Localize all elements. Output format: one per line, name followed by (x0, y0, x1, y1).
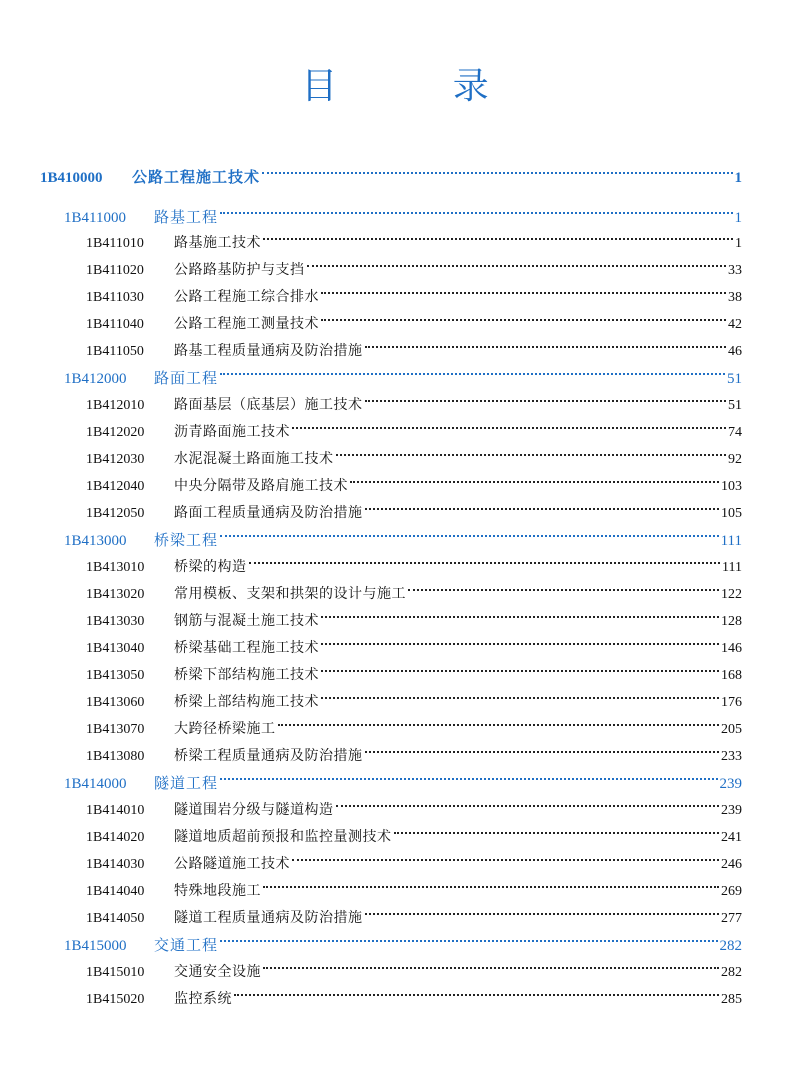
dot-leader (321, 292, 726, 294)
toc-code: 1B413010 (86, 560, 145, 575)
toc-code: 1B413050 (86, 668, 145, 683)
toc-page-number: 38 (728, 290, 742, 305)
toc-code: 1B411000 (64, 210, 126, 226)
toc-page-number: 51 (727, 371, 742, 387)
toc-section-row[interactable] (86, 338, 742, 364)
toc-page-number: 103 (721, 479, 742, 494)
toc-title: 水泥混凝土路面施工技术 (174, 451, 334, 467)
toc-code: 1B413020 (86, 587, 145, 602)
toc-page-number: 105 (721, 506, 742, 521)
toc-page-number: 233 (721, 749, 742, 764)
dot-leader (321, 319, 726, 321)
dot-leader (394, 832, 720, 834)
toc-page-number: 146 (721, 641, 742, 656)
toc-code: 1B414050 (86, 911, 145, 926)
toc-section-row[interactable] (86, 419, 742, 445)
dot-leader (278, 724, 720, 726)
toc-code: 1B415000 (64, 938, 127, 954)
toc-page-number: 51 (728, 398, 742, 413)
toc-page-number: 1 (734, 210, 742, 226)
toc-page-number: 176 (721, 695, 742, 710)
toc-section-row[interactable] (86, 257, 742, 283)
toc-section-row[interactable] (86, 716, 742, 742)
toc-page-number: 205 (721, 722, 742, 737)
dot-leader (321, 670, 719, 672)
toc-section-row[interactable] (86, 905, 742, 931)
toc-code: 1B413030 (86, 614, 145, 629)
toc-title: 特殊地段施工 (174, 883, 261, 899)
toc-code: 1B411040 (86, 317, 144, 332)
toc-code: 1B413070 (86, 722, 145, 737)
toc-section-row[interactable] (86, 743, 742, 769)
dot-leader (263, 967, 719, 969)
toc-code: 1B411050 (86, 344, 144, 359)
toc-title: 交通工程 (154, 936, 219, 954)
toc-page-number: 111 (720, 533, 742, 549)
toc-title: 大跨径桥梁施工 (174, 721, 276, 737)
dot-leader (249, 562, 721, 564)
toc-title: 监控系统 (174, 991, 232, 1007)
toc-page-number: 282 (719, 938, 742, 954)
toc-title: 隧道围岩分级与隧道构造 (174, 802, 334, 818)
toc-code: 1B414040 (86, 884, 145, 899)
toc-title: 桥梁工程 (154, 531, 219, 549)
toc-section-row[interactable] (86, 986, 742, 1012)
dot-leader (292, 427, 726, 429)
toc-page-number: 111 (722, 560, 742, 575)
toc-title: 路基工程质量通病及防治措施 (174, 343, 363, 359)
toc-code: 1B412010 (86, 398, 145, 413)
toc-title: 桥梁工程质量通病及防治措施 (174, 748, 363, 764)
toc-section-row[interactable] (86, 662, 742, 688)
toc-section-row[interactable] (86, 824, 742, 850)
toc-page-number: 241 (721, 830, 742, 845)
toc-chapter-row[interactable] (64, 204, 742, 230)
dot-leader (365, 751, 720, 753)
toc-section-row[interactable] (86, 608, 742, 634)
toc-page-number: 277 (721, 911, 742, 926)
toc-code: 1B411010 (86, 236, 144, 251)
toc-title: 隧道工程 (154, 774, 219, 792)
toc-section-row[interactable] (86, 473, 742, 499)
toc-code: 1B411020 (86, 263, 144, 278)
dot-leader (321, 616, 719, 618)
toc-chapter-row[interactable] (64, 365, 742, 391)
toc-section-row[interactable] (86, 230, 742, 256)
toc-page-number: 285 (721, 992, 742, 1007)
dot-leader (263, 238, 733, 240)
dot-leader (220, 212, 732, 214)
dot-leader (336, 805, 720, 807)
dot-leader (220, 778, 717, 780)
dot-leader (307, 265, 727, 267)
toc-title: 路基施工技术 (174, 235, 261, 251)
toc-code: 1B415010 (86, 965, 145, 980)
toc-code: 1B412040 (86, 479, 145, 494)
toc-title: 隧道地质超前预报和监控量测技术 (174, 829, 392, 845)
toc-page-number: 46 (728, 344, 742, 359)
dot-leader (336, 454, 727, 456)
dot-leader (365, 913, 720, 915)
toc-title: 公路隧道施工技术 (174, 856, 290, 872)
toc-section-row[interactable] (86, 959, 742, 985)
dot-leader (365, 346, 727, 348)
toc-code: 1B412050 (86, 506, 145, 521)
dot-leader (262, 172, 732, 174)
toc-section-row[interactable] (86, 311, 742, 337)
dot-leader (365, 508, 720, 510)
toc-section-row[interactable] (86, 284, 742, 310)
toc-title: 桥梁基础工程施工技术 (174, 640, 319, 656)
toc-chapter-row[interactable] (64, 932, 742, 958)
toc-title: 路面基层（底基层）施工技术 (174, 397, 363, 413)
toc-page-number: 282 (721, 965, 742, 980)
toc-title: 桥梁的构造 (174, 559, 247, 575)
toc-part-row[interactable] (40, 164, 742, 190)
toc-page-number: 1 (734, 170, 742, 186)
toc-page-number: 33 (728, 263, 742, 278)
dot-leader (292, 859, 719, 861)
toc-title: 沥青路面施工技术 (174, 424, 290, 440)
toc-page-number: 122 (721, 587, 742, 602)
toc-page-number: 239 (719, 776, 742, 792)
toc-code: 1B413040 (86, 641, 145, 656)
toc-page-number: 246 (721, 857, 742, 872)
toc-code: 1B412000 (64, 371, 127, 387)
toc-code: 1B414000 (64, 776, 127, 792)
toc-title: 桥梁下部结构施工技术 (174, 667, 319, 683)
dot-leader (220, 940, 717, 942)
toc-page-number: 92 (728, 452, 742, 467)
toc-title: 隧道工程质量通病及防治措施 (174, 910, 363, 926)
toc-title: 路基工程 (154, 208, 219, 226)
toc-section-row[interactable] (86, 851, 742, 877)
toc-chapter-row[interactable] (64, 770, 742, 796)
toc-title: 路面工程质量通病及防治措施 (174, 505, 363, 521)
toc-page-number: 74 (728, 425, 742, 440)
toc-title: 路面工程 (154, 369, 219, 387)
toc-code: 1B413080 (86, 749, 145, 764)
toc-title: 公路工程施工测量技术 (174, 316, 319, 332)
dot-leader (408, 589, 719, 591)
toc-code: 1B414020 (86, 830, 145, 845)
toc-code: 1B412030 (86, 452, 145, 467)
dot-leader (350, 481, 719, 483)
toc-section-row[interactable] (86, 581, 742, 607)
toc-page-number: 239 (721, 803, 742, 818)
dot-leader (234, 994, 719, 996)
toc-code: 1B411030 (86, 290, 144, 305)
dot-leader (263, 886, 719, 888)
dot-leader (321, 643, 719, 645)
toc-code: 1B410000 (40, 170, 103, 186)
toc-section-row[interactable] (86, 392, 742, 418)
toc-chapter-row[interactable] (64, 527, 742, 553)
toc-section-row[interactable] (86, 554, 742, 580)
toc-code: 1B415020 (86, 992, 145, 1007)
toc-title: 公路工程施工综合排水 (174, 289, 319, 305)
page-title: 目 录 (301, 66, 541, 107)
toc-code: 1B414030 (86, 857, 145, 872)
toc-title: 桥梁上部结构施工技术 (174, 694, 319, 710)
toc-title: 中央分隔带及路肩施工技术 (174, 478, 348, 494)
dot-leader (220, 373, 725, 375)
dot-leader (365, 400, 727, 402)
toc-code: 1B413060 (86, 695, 145, 710)
toc-section-row[interactable] (86, 689, 742, 715)
toc-code: 1B414010 (86, 803, 145, 818)
toc-title: 公路路基防护与支挡 (174, 262, 305, 278)
toc-page-number: 168 (721, 668, 742, 683)
toc-section-row[interactable] (86, 635, 742, 661)
toc-code: 1B412020 (86, 425, 145, 440)
toc-page-number: 42 (728, 317, 742, 332)
toc-title: 钢筋与混凝土施工技术 (174, 613, 319, 629)
toc-page-number: 128 (721, 614, 742, 629)
toc-section-row[interactable] (86, 446, 742, 472)
toc-page-number: 1 (735, 236, 742, 251)
dot-leader (321, 697, 719, 699)
toc-title: 公路工程施工技术 (132, 168, 261, 186)
toc-section-row[interactable] (86, 878, 742, 904)
toc-section-row[interactable] (86, 500, 742, 526)
toc-section-row[interactable] (86, 797, 742, 823)
toc-page-number: 269 (721, 884, 742, 899)
dot-leader (220, 535, 719, 537)
toc-title: 常用模板、支架和拱架的设计与施工 (174, 586, 406, 602)
toc-title: 交通安全设施 (174, 964, 261, 980)
toc-code: 1B413000 (64, 533, 127, 549)
